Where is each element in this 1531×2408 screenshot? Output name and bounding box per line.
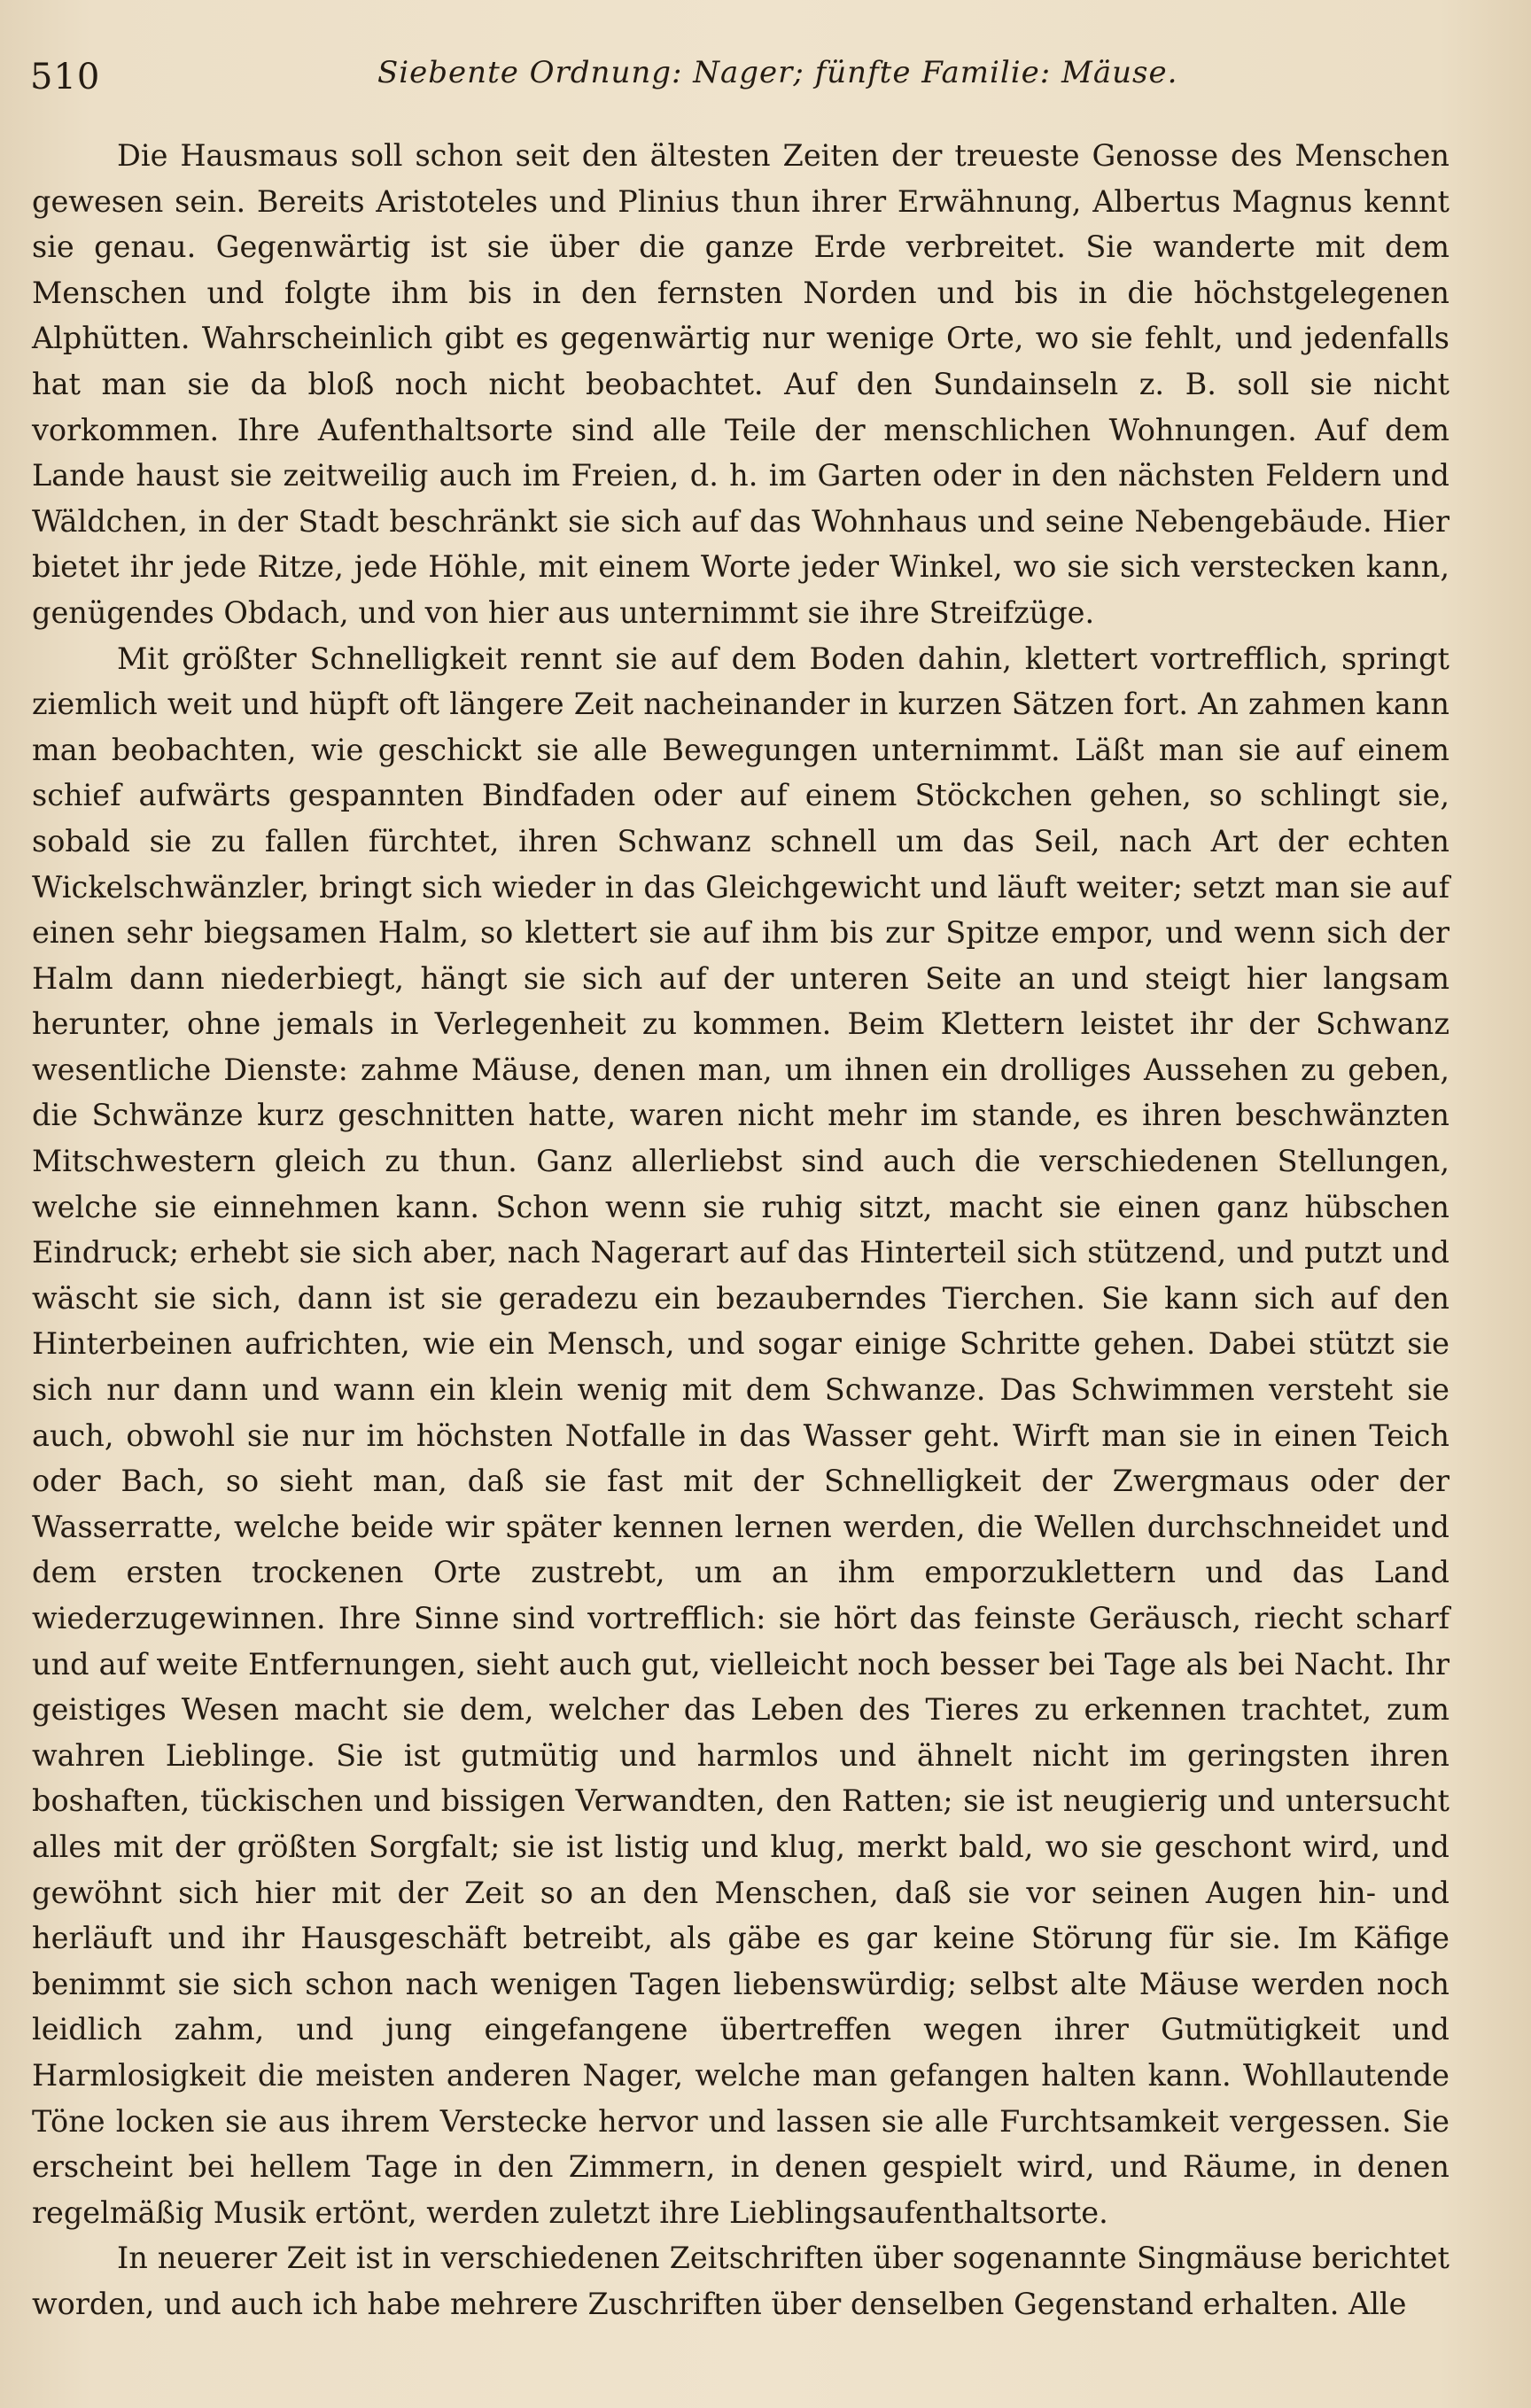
paragraph-singmaeuse: In neuerer Zeit ist in verschiedenen Zeitschriften über sogenannte Singmäuse berichtet worden, und auch ich habe mehrere Zuschriften über denselben Gegenstand erhalten. Alle xyxy=(32,2241,1449,2321)
paragraph-hausmaus-intro: Die Hausmaus soll schon seit den ältesten Zeiten der treueste Genosse des Menschen gewesen sein. Bereits Aristoteles und Plinius thun ihrer Erwähnung, Albertus Magnus kennt sie genau. Gegenwärtig ist sie über die ganze Erde verbreitet. Sie wanderte mit dem Menschen und folgte ihm bis in den fernsten Norden und bis in die höchstgelegenen Alphütten. Wahrscheinlich gibt es gegenwärtig nur wenige Orte, wo sie fehlt, und jedenfalls hat man sie da bloß noch nicht beobachtet. Auf den Sundainseln z. B. soll sie nicht vorkommen. Ihre Aufenthaltsorte sind alle Teile der menschlichen Wohnungen. Auf dem Lande haust sie zeitweilig auch im Freien, d. h. im Garten oder in den nächsten Feldern und Wäldchen, in der Stadt beschränkt sie sich auf das Wohnhaus und seine Nebengebäude. Hier bietet ihr jede Ritze, jede Höhle, mit einem Worte jeder Winkel, wo sie sich verstecken kann, genügendes Obdach, und von hier aus unternimmt sie ihre Streifzüge. xyxy=(32,138,1449,630)
paragraph-hausmaus-behavior: Mit größter Schnelligkeit rennt sie auf dem Boden dahin, klettert vortrefflich, springt ziemlich weit und hüpft oft längere Zeit nacheinander in kurzen Sätzen fort. An zahmen kann man beobachten, wie geschickt sie alle Bewegungen unternimmt. Läßt man sie auf einem schief aufwärts gespannten Bindfaden oder auf einem Stöckchen gehen, so schlingt sie, sobald sie zu fallen fürchtet, ihren Schwanz schnell um das Seil, nach Art der echten Wickelschwänzler, bringt sich wieder in das Gleichgewicht und läuft weiter; setzt man sie auf einen sehr biegsamen Halm, so klettert sie auf ihm bis zur Spitze empor, und wenn sich der Halm dann niederbiegt, hängt sie sich auf der unteren Seite an und steigt hier langsam herunter, ohne jemals in Verlegenheit zu kommen. Beim Klettern leistet ihr der Schwanz wesentliche Dienste: zahme Mäuse, denen man, um ihnen ein drolliges Aussehen zu geben, die Schwänze kurz geschnitten hatte, waren nicht mehr im stande, es ihren beschwänzten Mitschwestern gleich zu thun. Ganz allerliebst sind auch die verschiedenen Stellungen, welche sie einnehmen kann. Schon wenn sie ruhig sitzt, macht sie einen ganz hübschen Eindruck; erhebt sie sich aber, nach Nagerart auf das Hinterteil sich stützend, und putzt und wäscht sie sich, dann ist sie geradezu ein bezauberndes Tierchen. Sie kann sich auf den Hinterbeinen aufrichten, wie ein Mensch, und sogar einige Schritte gehen. Dabei stützt sie sich nur dann und wann ein klein wenig mit dem Schwanze. Das Schwimmen versteht sie auch, obwohl sie nur im höchsten Notfalle in das Wasser geht. Wirft man sie in einen Teich oder Bach, so sieht man, daß sie fast mit der Schnelligkeit der Zwergmaus oder der Wasserratte, welche beide wir später kennen lernen werden, die Wellen durchschneidet und dem ersten trockenen Orte zustrebt, um an ihm emporzuklettern und das Land wiederzugewinnen. Ihre Sinne sind vortrefflich: sie hört das feinste Geräusch, riecht scharf und auf weite Entfernungen, sieht auch gut, vielleicht noch besser bei Tage als bei Nacht. Ihr geistiges Wesen macht sie dem, welcher das Leben des Tieres zu erkennen trachtet, zum wahren Lieblinge. Sie ist gutmütig und harmlos und ähnelt nicht im geringsten ihren boshaften, tückischen und bissigen Verwandten, den Ratten; sie ist neugierig und untersucht alles mit der größten Sorgfalt; sie ist listig und klug, merkt bald, wo sie geschont wird, und gewöhnt sich hier mit der Zeit so an den Menschen, daß sie vor seinen Augen hin- und herläuft und ihr Hausgeschäft betreibt, als gäbe es gar keine Störung für sie. Im Käfige benimmt sie sich schon nach wenigen Tagen liebenswürdig; selbst alte Mäuse werden noch leidlich zahm, und jung eingefangene übertreffen wegen ihrer Gutmütigkeit und Harmlosigkeit die meisten anderen Nager, welche man gefangen halten kann. Wohllautende Töne locken sie aus ihrem Verstecke hervor und lassen sie alle Furchtsamkeit vergessen. Sie erscheint bei hellem Tage in den Zimmern, in denen gespielt wird, und Räume, in denen regelmäßig Musik ertönt, werden zuletzt ihre Lieblingsaufenthaltsorte. xyxy=(32,641,1449,2230)
running-head: Siebente Ordnung: Nager; fünfte Familie: Mäuse. xyxy=(377,55,1178,90)
page-number: 510 xyxy=(30,57,101,97)
page-body xyxy=(32,133,1449,2327)
page-header xyxy=(30,51,1501,105)
